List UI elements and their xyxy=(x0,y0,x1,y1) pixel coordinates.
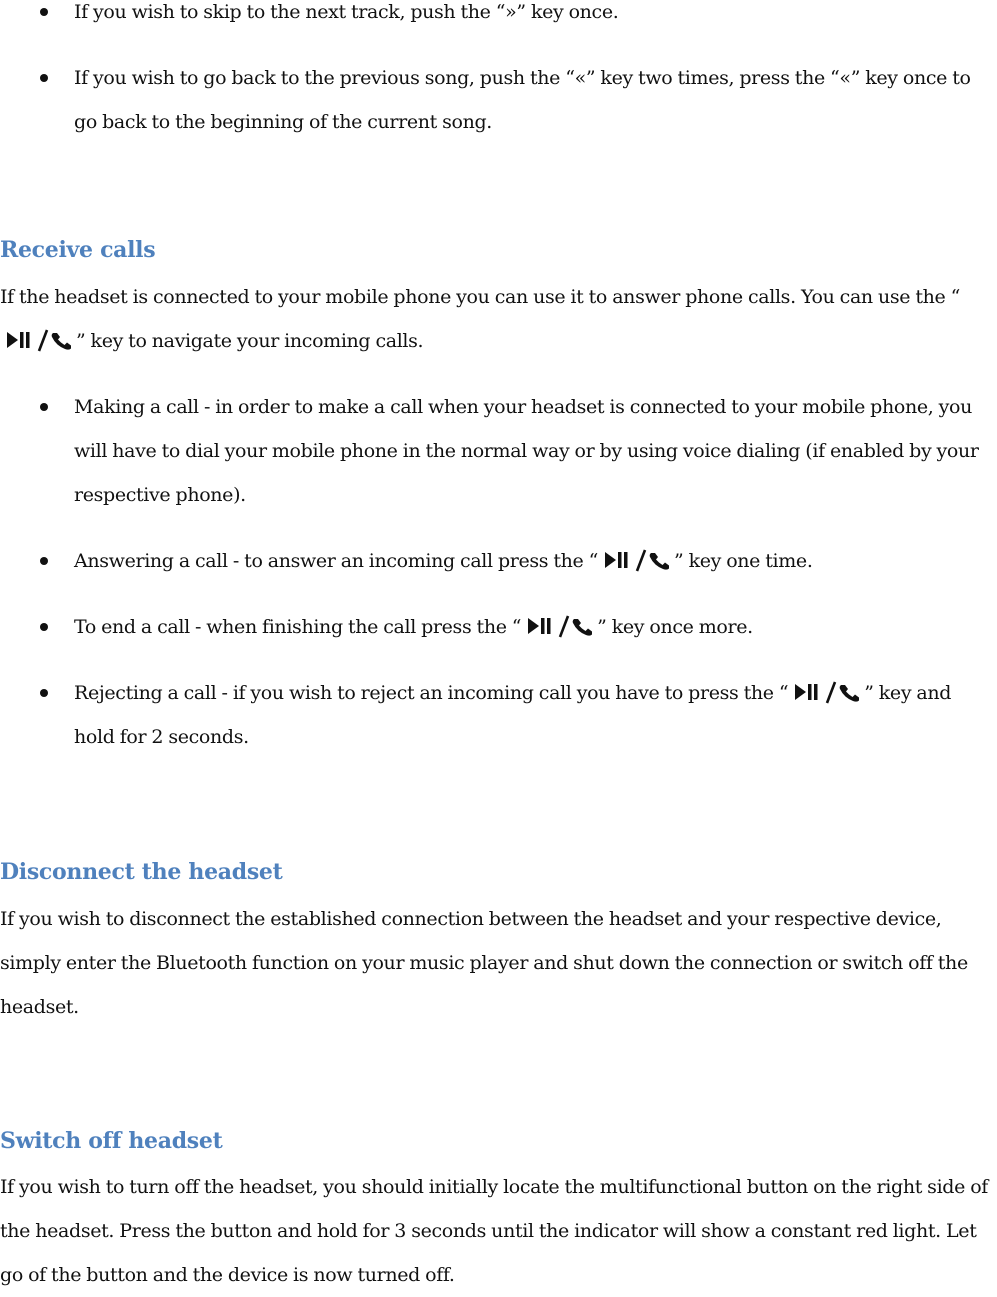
list-item-text: If you wish to go back to the previous song, push the “«” key two times, press the “«” key once to go back to the beginning of the current song. xyxy=(74,67,971,133)
receive-calls-list xyxy=(0,385,997,759)
list-item-text-before: Answering a call - to answer an incoming call press the “ xyxy=(74,550,599,572)
intro-text-after: ” key to navigate your incoming calls. xyxy=(76,330,424,352)
bullet-icon xyxy=(40,74,48,82)
section-heading-disconnect: Disconnect the headset xyxy=(0,859,283,885)
list-item-text-after: ” key one time. xyxy=(674,550,813,572)
play-pause-phone-key-icon xyxy=(3,328,73,352)
list-item-text: If you wish to skip to the next track, push the “»” key once. xyxy=(74,1,619,23)
list-item-text-after: ” key once more. xyxy=(597,616,753,638)
list-item-text-before: Rejecting a call - if you wish to reject an incoming call you have to press the “ xyxy=(74,682,789,704)
switch-off-body: If you wish to turn off the headset, you should initially locate the multifunctional button on the right side of the headset. Press the button and hold for 3 seconds until the indicator will show a constant red light. Let go of the button and the device is now turned off. xyxy=(0,1176,988,1286)
play-pause-phone-key-icon xyxy=(524,614,594,638)
list-item xyxy=(0,0,997,34)
play-pause-phone-key-icon xyxy=(601,548,671,572)
disconnect-body: If you wish to disconnect the established connection between the headset and your respective device, simply enter the Bluetooth function on your music player and shut down the connection or switch off the headset. xyxy=(0,908,968,1018)
section-heading-receive-calls: Receive calls xyxy=(0,237,156,263)
intro-text-before: If the headset is connected to your mobile phone you can use it to answer phone calls. You can use the “ xyxy=(0,286,960,308)
bullet-icon xyxy=(40,403,48,411)
track-controls-list xyxy=(0,0,997,144)
section-heading-switch-off: Switch off headset xyxy=(0,1128,223,1154)
bullet-icon xyxy=(40,623,48,631)
list-item xyxy=(0,671,997,759)
list-item-text: Making a call - in order to make a call when your headset is connected to your mobile phone, you will have to dial your mobile phone in the normal way or by using voice dialing (if enabled by your respective phone). xyxy=(74,396,979,506)
list-item xyxy=(0,539,997,583)
list-item-text-before: To end a call - when finishing the call press the “ xyxy=(74,616,522,638)
receive-calls-intro xyxy=(0,275,992,363)
bullet-icon xyxy=(40,557,48,565)
list-item-text-after: ” key and hold for 2 seconds. xyxy=(74,682,952,748)
list-item xyxy=(0,385,997,517)
list-item xyxy=(0,56,997,144)
list-item xyxy=(0,605,997,649)
bullet-icon xyxy=(40,689,48,697)
bullet-icon xyxy=(40,8,48,16)
play-pause-phone-key-icon xyxy=(791,680,861,704)
